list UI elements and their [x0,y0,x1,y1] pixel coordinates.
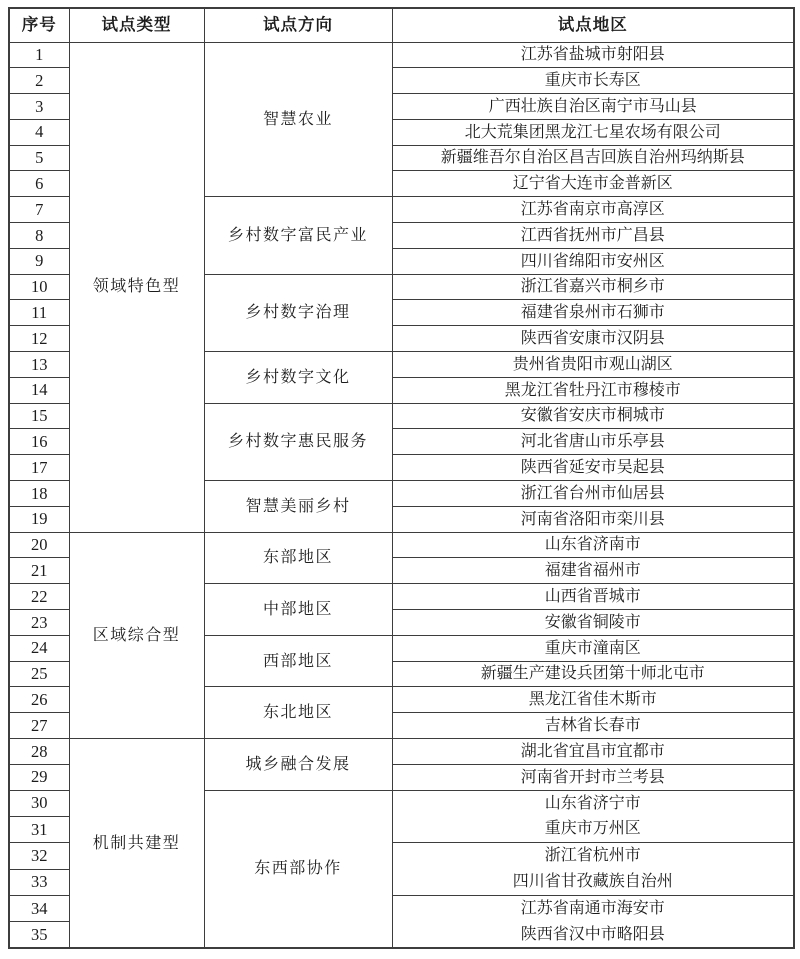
region-cell: 江西省抚州市广昌县 [392,223,794,249]
row-number-cell: 4 [9,119,69,145]
row-number-cell: 10 [9,274,69,300]
region-cell: 吉林省长春市 [392,713,794,739]
row-number-cell: 7 [9,197,69,223]
direction-cell: 西部地区 [204,635,392,687]
region-cell: 浙江省嘉兴市桐乡市 [392,274,794,300]
header-type: 试点类型 [69,8,204,42]
region-cell: 新疆生产建设兵团第十师北屯市 [392,661,794,687]
direction-cell: 东部地区 [204,532,392,584]
region-cell: 重庆市长寿区 [392,68,794,94]
row-number-cell: 17 [9,455,69,481]
region-line: 山东省济宁市 [544,794,641,812]
row-number-cell: 12 [9,326,69,352]
region-line: 四川省甘孜藏族自治州 [512,873,673,890]
row-number-cell: 28 [9,739,69,765]
row-number-cell: 26 [9,687,69,713]
row-number-cell: 27 [9,713,69,739]
direction-cell: 智慧农业 [204,42,392,197]
row-number-cell: 8 [9,223,69,249]
row-number-cell: 32 [9,843,69,869]
row-number-cell: 22 [9,584,69,610]
region-pair-cell [392,790,794,843]
table-row [9,532,794,558]
region-cell: 河南省洛阳市栾川县 [392,506,794,532]
row-number-cell: 14 [9,377,69,403]
region-cell: 江苏省盐城市射阳县 [392,42,794,68]
row-number-cell: 30 [9,790,69,816]
row-number-cell: 1 [9,42,69,68]
row-number-cell: 18 [9,481,69,507]
region-pair-cell [392,895,794,948]
row-number-cell: 13 [9,352,69,378]
row-number-cell: 33 [9,869,69,895]
region-cell: 河南省开封市兰考县 [392,764,794,790]
header-direction: 试点方向 [204,8,392,42]
table-row [9,739,794,765]
row-number-cell: 21 [9,558,69,584]
direction-cell: 东北地区 [204,687,392,739]
row-number-cell: 31 [9,816,69,842]
row-number-cell: 34 [9,895,69,922]
region-cell: 新疆维吾尔自治区昌吉回族自治州玛纳斯县 [392,145,794,171]
region-cell: 安徽省铜陵市 [392,610,794,636]
region-cell: 辽宁省大连市金普新区 [392,171,794,197]
region-cell: 陕西省安康市汉阴县 [392,326,794,352]
direction-cell: 乡村数字惠民服务 [204,403,392,480]
region-cell: 安徽省安庆市桐城市 [392,403,794,429]
direction-cell: 乡村数字富民产业 [204,197,392,274]
region-line: 重庆市万州区 [544,820,641,838]
region-cell: 福建省福州市 [392,558,794,584]
region-line: 江苏省南通市海安市 [520,899,665,917]
row-number-cell: 23 [9,610,69,636]
row-number-cell: 16 [9,429,69,455]
region-cell: 山西省晋城市 [392,584,794,610]
direction-cell: 中部地区 [204,584,392,636]
header-no: 序号 [9,8,69,42]
row-number-cell: 3 [9,94,69,120]
region-line: 浙江省杭州市 [544,847,641,865]
header-region: 试点地区 [392,8,794,42]
region-cell: 黑龙江省佳木斯市 [392,687,794,713]
row-number-cell: 29 [9,764,69,790]
table-row [9,42,794,68]
row-number-cell: 2 [9,68,69,94]
region-cell: 黑龙江省牡丹江市穆棱市 [392,377,794,403]
region-cell: 福建省泉州市石狮市 [392,300,794,326]
region-cell: 四川省绵阳市安州区 [392,248,794,274]
row-number-cell: 6 [9,171,69,197]
row-number-cell: 24 [9,635,69,661]
row-number-cell: 35 [9,922,69,949]
direction-cell: 乡村数字治理 [204,274,392,351]
region-pair-cell [392,843,794,896]
direction-cell: 乡村数字文化 [204,352,392,404]
pilot-regions-table [8,7,795,949]
type-cell: 区域综合型 [69,532,204,738]
direction-cell: 东西部协作 [204,790,392,948]
region-cell: 重庆市潼南区 [392,635,794,661]
region-cell: 河北省唐山市乐亭县 [392,429,794,455]
row-number-cell: 5 [9,145,69,171]
row-number-cell: 15 [9,403,69,429]
row-number-cell: 11 [9,300,69,326]
region-cell: 广西壮族自治区南宁市马山县 [392,94,794,120]
region-line: 陕西省汉中市略阳县 [520,925,665,943]
region-cell: 江苏省南京市高淳区 [392,197,794,223]
region-cell: 陕西省延安市吴起县 [392,455,794,481]
region-cell: 浙江省台州市仙居县 [392,481,794,507]
region-cell: 山东省济南市 [392,532,794,558]
type-cell: 领域特色型 [69,42,204,532]
header-row [9,8,794,42]
row-number-cell: 20 [9,532,69,558]
row-number-cell: 19 [9,506,69,532]
type-cell: 机制共建型 [69,739,204,949]
region-cell: 湖北省宜昌市宜都市 [392,739,794,765]
row-number-cell: 25 [9,661,69,687]
region-cell: 贵州省贵阳市观山湖区 [392,352,794,378]
direction-cell: 城乡融合发展 [204,739,392,791]
direction-cell: 智慧美丽乡村 [204,481,392,533]
row-number-cell: 9 [9,248,69,274]
region-cell: 北大荒集团黑龙江七星农场有限公司 [392,119,794,145]
